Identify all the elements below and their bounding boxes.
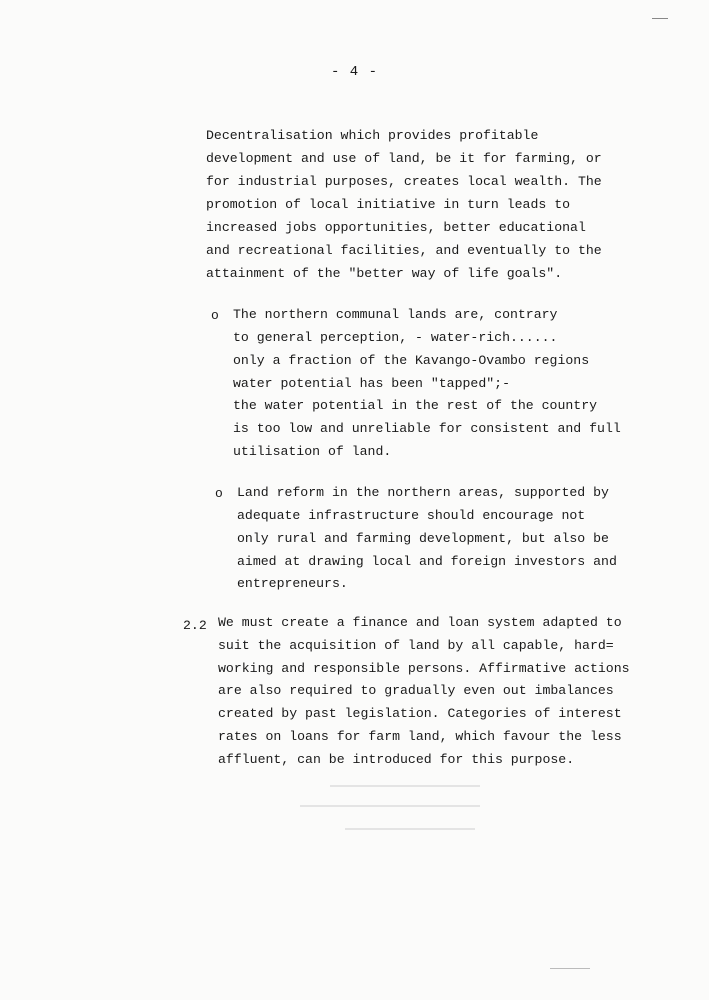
- paragraph-line: for industrial purposes, creates local wealth. The: [206, 174, 602, 189]
- bleed-through-mark: [345, 828, 475, 830]
- bullet-line: Land reform in the northern areas, supported by: [237, 485, 609, 500]
- section-number: 2.2: [183, 618, 207, 633]
- bullet-line: aimed at drawing local and foreign investors and: [237, 554, 617, 569]
- paragraph-line: Decentralisation which provides profitable: [206, 128, 539, 143]
- bullet-marker: o: [215, 486, 223, 501]
- section-line: rates on loans for farm land, which favour the less: [218, 729, 622, 744]
- bullet-line: is too low and unreliable for consistent and full: [233, 421, 621, 436]
- bullet-line: water potential has been "tapped";-: [233, 376, 510, 391]
- paragraph-line: promotion of local initiative in turn leads to: [206, 197, 571, 212]
- bullet-line: adequate infrastructure should encourage not: [237, 508, 586, 523]
- bleed-through-mark: [300, 805, 480, 807]
- page-number: - 4 -: [330, 64, 378, 80]
- section-line: We must create a finance and loan system adapted to: [218, 615, 622, 630]
- bullet-line: utilisation of land.: [233, 444, 392, 459]
- paragraph-line: attainment of the "better way of life goals".: [206, 266, 563, 281]
- paragraph-line: development and use of land, be it for farming, or: [206, 151, 602, 166]
- scan-speck: [652, 18, 668, 19]
- bullet-line: only rural and farming development, but also be: [237, 531, 609, 546]
- scan-speck: [550, 968, 590, 969]
- bullet-line: only a fraction of the Kavango-Ovambo regions: [233, 353, 590, 368]
- section-line: affluent, can be introduced for this purpose.: [218, 752, 575, 767]
- bullet-line: The northern communal lands are, contrary: [233, 307, 558, 322]
- section-line: suit the acquisition of land by all capable, hard=: [218, 638, 614, 653]
- bullet-line: to general perception, - water-rich......: [233, 330, 558, 345]
- section-line: working and responsible persons. Affirmative actions: [218, 661, 630, 676]
- bullet-marker: o: [211, 308, 219, 323]
- bullet-line: entrepreneurs.: [237, 576, 348, 591]
- section-line: created by past legislation. Categories of interest: [218, 706, 622, 721]
- bleed-through-mark: [330, 785, 480, 787]
- paragraph-line: and recreational facilities, and eventually to the: [206, 243, 602, 258]
- paragraph-line: increased jobs opportunities, better educational: [206, 220, 586, 235]
- bullet-line: the water potential in the rest of the country: [233, 398, 598, 413]
- section-line: are also required to gradually even out imbalances: [218, 683, 614, 698]
